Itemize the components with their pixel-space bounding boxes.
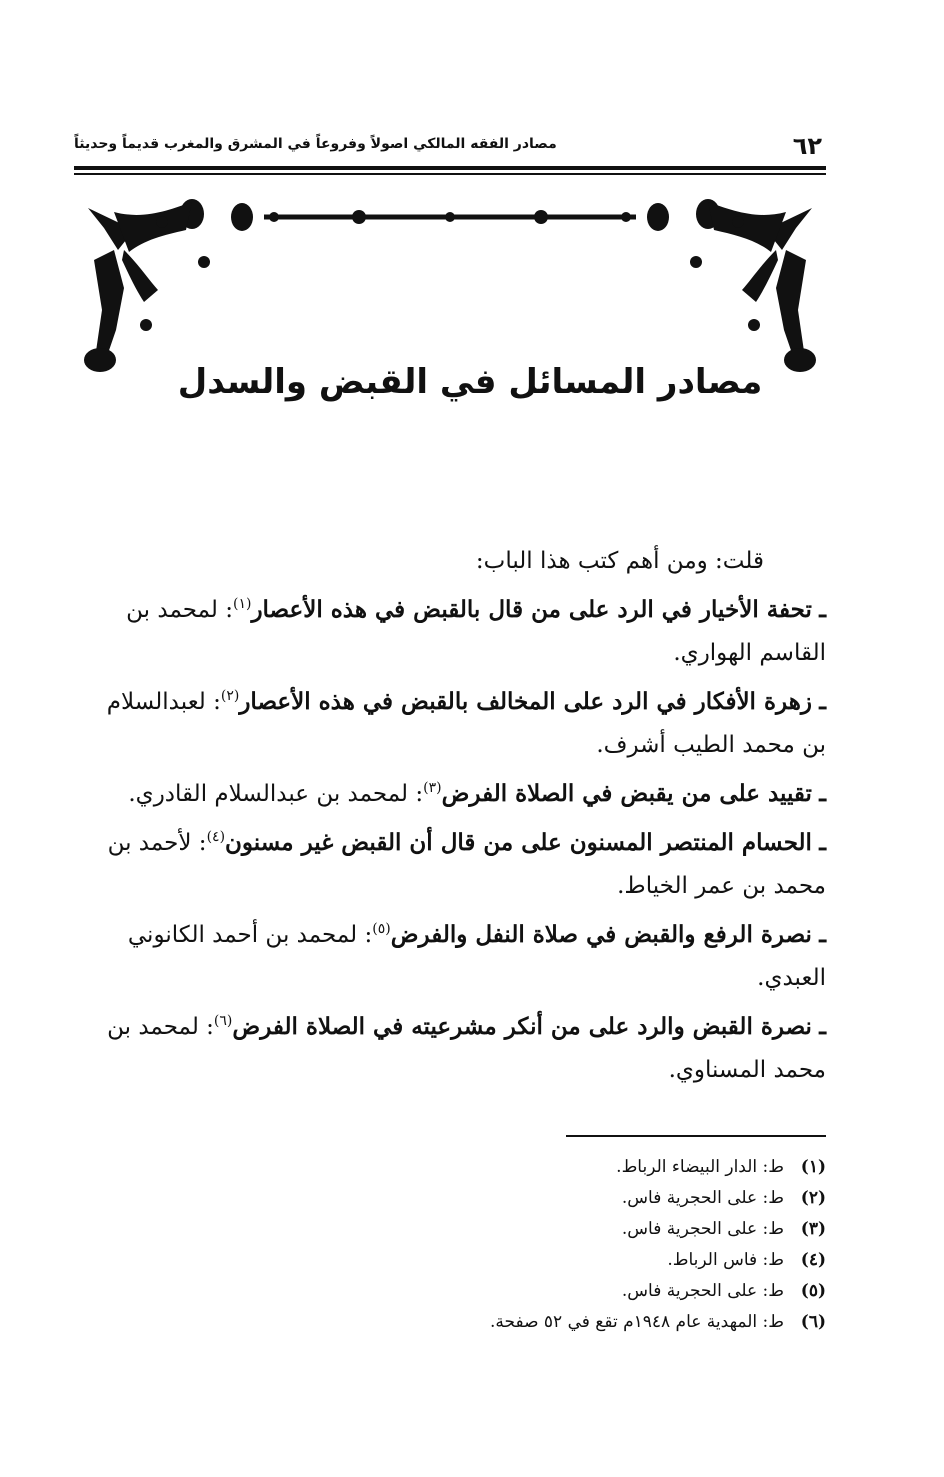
footnote-separator [566,1135,826,1137]
footnote-text: ط: فاس الرباط. [667,1250,784,1270]
footnote-reference: (٤) [206,829,226,845]
footnote [300,1214,826,1245]
book-author: : لعبدالسلام بن محمد الطيب أشرف. [106,689,826,758]
book-title: نصرة الرفع والقبض في صلاة النفل والفرض [390,921,812,948]
footnote-number: (٣) [800,1219,826,1239]
footnote-reference: (١) [232,596,252,612]
list-item [76,583,826,675]
list-item [76,1000,826,1092]
footnote-number: (٥) [800,1281,826,1301]
book-title: زهرة الأفكار في الرد على المخالف بالقبض في هذه الأعصار [239,688,812,715]
chapter-title: مصادر المسائل في القبض والسدل [177,362,763,402]
book-author: : لمحمد بن القاسم الهواري. [126,597,826,666]
footnote-reference: (٦) [213,1013,233,1029]
header-rule-thin [74,173,826,175]
footnote-number: (١) [800,1157,826,1177]
footnote [300,1307,826,1338]
footnote-reference: (٣) [423,780,442,796]
bullet-dash: ـ [819,596,826,623]
list-item [76,767,826,816]
bullet-dash: ـ [819,780,826,807]
bullet-dash: ـ [819,829,826,856]
footnote [300,1276,826,1307]
header-rule-thick [74,166,826,170]
book-author: : لأحمد بن محمد بن عمر الخياط. [107,830,826,899]
running-title: مصادر الفقه المالكي اصولاً وفروعاً في المشرق والمغرب قديماً وحديثاً [74,136,557,152]
book-title: الحسام المنتصر المسنون على من قال أن القبض غير مسنون [225,829,812,856]
bullet-dash: ـ [819,921,826,948]
footnote [300,1152,826,1183]
book-title: نصرة القبض والرد على من أنكر مشرعيته في الصلاة الفرض [232,1013,812,1040]
footnote-reference: (٢) [220,688,240,704]
footnote [300,1183,826,1214]
footnote-text: ط: على الحجرية فاس. [621,1219,784,1239]
book-author: : لمحمد بن محمد المسناوي. [107,1014,826,1083]
intro-line: قلت: ومن أهم كتب هذا الباب: [475,548,764,574]
list-item [76,908,826,1000]
list-item [76,816,826,908]
footnote-number: (٢) [800,1188,826,1208]
footnote [300,1245,826,1276]
footnote-reference: (٥) [372,921,391,937]
bullet-dash: ـ [819,688,826,715]
book-author: : لمحمد بن عبدالسلام القادري. [128,781,424,807]
book-title: تحفة الأخيار في الرد على من قال بالقبض في هذه الأعصار [251,596,812,623]
page-number: ٦٢ [792,132,822,160]
list-item [76,675,826,767]
footnote-text: ط: المهدية عام ١٩٤٨م تقع في ٥٢ صفحة. [489,1312,784,1332]
footnotes [300,1152,826,1338]
decorative-frame-ornament [74,190,826,390]
footnote-text: ط: على الحجرية فاس. [621,1281,784,1301]
main-body [76,540,826,1092]
bullet-dash: ـ [819,1013,826,1040]
book-author: : لمحمد بن أحمد الكانوني العبدي. [127,922,826,991]
book-title: تقييد على من يقبض في الصلاة الفرض [441,780,812,807]
footnote-number: (٦) [800,1312,826,1332]
footnote-text: ط: الدار البيضاء الرباط. [616,1157,784,1177]
footnote-text: ط: على الحجرية فاس. [621,1188,784,1208]
footnote-number: (٤) [800,1250,826,1270]
page-header [74,128,826,164]
